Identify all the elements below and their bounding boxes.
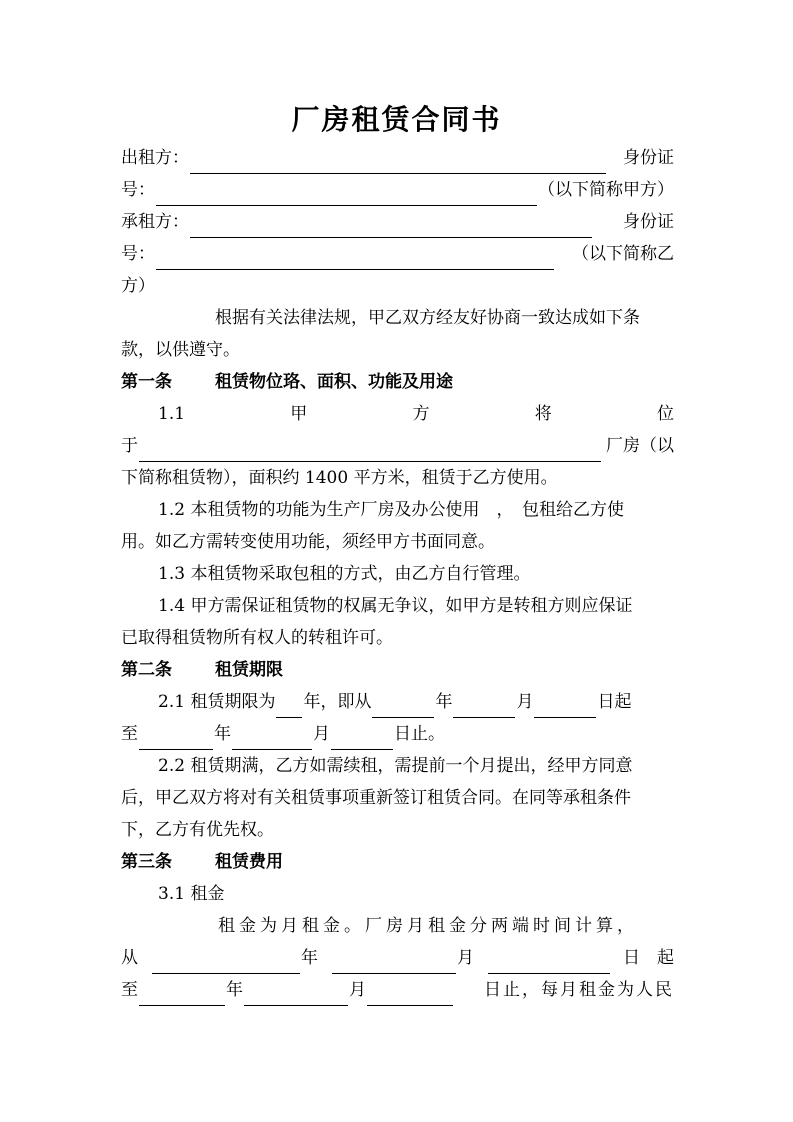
clause-2-2-line-3: 下，乙方有优先权。: [121, 820, 274, 840]
lessor-line: [121, 142, 674, 174]
term-from-label: 年，即从: [303, 692, 372, 712]
rent-line-1: 租金为月租金。厂房月租金分两端时间计算，: [218, 916, 638, 936]
lessee-id-blank[interactable]: [156, 249, 554, 270]
article-2-heading: [121, 654, 674, 686]
id-label-2: 身份证: [623, 212, 674, 232]
article-1-title: 租赁物位珞、面积、功能及用途: [215, 372, 453, 392]
clause-1-1-w1: 甲: [290, 404, 308, 424]
party-a-note: （以下简称甲方）: [538, 180, 674, 200]
month-label-2: 月: [313, 724, 330, 744]
lessor-blank[interactable]: [190, 153, 606, 174]
rent-end-month-blank[interactable]: [244, 985, 348, 1006]
start-month-blank[interactable]: [453, 697, 515, 718]
rent-end-year-blank[interactable]: [139, 985, 225, 1006]
party-b-note: （以下简称乙: [572, 244, 674, 264]
lessee-id-line: [121, 238, 674, 270]
article-3-title: 租赁费用: [215, 852, 283, 872]
lessee-line: [121, 206, 674, 238]
clause-1-3: 1.3 本租赁物采取包租的方式，由乙方自行管理。: [158, 564, 531, 584]
clause-1-4-line-1: 1.4 甲方需保证租赁物的权属无争议，如甲方是转租方则应保证: [158, 596, 633, 616]
start-day-blank[interactable]: [534, 697, 596, 718]
id-suffix-2: 号：: [121, 244, 155, 264]
clause-1-1: [158, 398, 674, 430]
day-end-label: 日止。: [394, 724, 445, 744]
id-label: 身份证: [623, 148, 674, 168]
to-label-2: 至: [121, 980, 138, 1000]
clause-2-2-line-1: 2.2 租赁期满，乙方如需续租，需提前一个月提出，经甲方同意: [158, 756, 633, 776]
clause-1-1-w3: 将: [534, 404, 552, 424]
intro-line-2: 款，以供遵守。: [121, 340, 240, 360]
rent-start-month-blank[interactable]: [332, 953, 456, 974]
article-1-number: 第一条: [121, 372, 172, 392]
to-label: 至: [121, 724, 138, 744]
clause-1-4-line-2: 已取得租赁物所有权人的转租许可。: [121, 628, 393, 648]
article-3-number: 第三条: [121, 852, 172, 872]
clause-1-1-num: 1.1: [158, 404, 186, 424]
start-year-blank[interactable]: [372, 697, 434, 718]
clause-2-1-line-1: [158, 686, 674, 718]
term-label: 2.1 租赁期限为: [158, 692, 276, 712]
article-2-number: 第二条: [121, 660, 172, 680]
document-title: 厂房租赁合同书: [291, 103, 502, 136]
clause-1-1-line-2: [121, 430, 674, 462]
rent-year-label: 年: [301, 948, 318, 968]
article-1-heading: [121, 366, 674, 398]
rent-start-year-blank[interactable]: [152, 953, 300, 974]
clause-2-2-line-2: 后，甲乙双方将对有关租赁事项重新签订租赁合同。在同等承租条件: [121, 788, 631, 808]
lessee-blank[interactable]: [190, 217, 592, 238]
party-b-note-end: 方）: [121, 276, 155, 296]
clause-3-1: 3.1 租金: [158, 884, 225, 904]
rent-day-start-label: 日 起: [623, 948, 674, 968]
rent-end-day-blank[interactable]: [367, 985, 453, 1006]
day-start-label: 日起: [597, 692, 632, 712]
rent-line-2: [121, 942, 674, 974]
clause-1-2-line-1: 1.2 本租赁物的功能为生产厂房及办公使用 ， 包租给乙方使: [158, 500, 624, 520]
end-month-blank[interactable]: [232, 729, 312, 750]
rent-month-label-2: 月: [349, 980, 366, 1000]
clause-1-1-line-3: 下简称租赁物），面积约 1400 平方米，租赁于乙方使用。: [121, 468, 558, 488]
rent-month-label: 月: [457, 948, 474, 968]
clause-1-1-w4: 位: [656, 404, 674, 424]
rent-line-3: [121, 974, 674, 1006]
clause-1-1-w2: 方: [412, 404, 430, 424]
from-label: 从: [121, 948, 138, 968]
id-suffix: 号：: [121, 180, 155, 200]
term-years-blank[interactable]: [276, 697, 302, 718]
clause-1-1-prefix: 于: [121, 436, 138, 456]
end-year-blank[interactable]: [139, 729, 213, 750]
year-label: 年: [435, 692, 453, 712]
clause-1-1-suffix: 厂房（以: [606, 436, 674, 456]
year-label-2: 年: [214, 724, 231, 744]
intro-line-1: 根据有关法律法规，甲乙双方经友好协商一致达成如下条: [215, 308, 640, 328]
article-2-title: 租赁期限: [215, 660, 283, 680]
lessor-id-blank[interactable]: [156, 185, 537, 206]
rent-year-label-2: 年: [226, 980, 243, 1000]
end-day-blank[interactable]: [331, 729, 393, 750]
location-blank[interactable]: [139, 441, 601, 462]
rent-day-end-label: 日止，每月租金为人民: [484, 980, 674, 1000]
clause-2-1-line-2: [121, 718, 674, 750]
month-label: 月: [516, 692, 534, 712]
lessee-label: 承租方：: [121, 212, 189, 232]
lessor-id-line: [121, 174, 674, 206]
article-3-heading: [121, 846, 674, 878]
lessor-label: 出租方：: [121, 148, 189, 168]
clause-1-2-line-2: 用。如乙方需转变使用功能，须经甲方书面同意。: [121, 532, 495, 552]
rent-start-day-blank[interactable]: [488, 953, 610, 974]
